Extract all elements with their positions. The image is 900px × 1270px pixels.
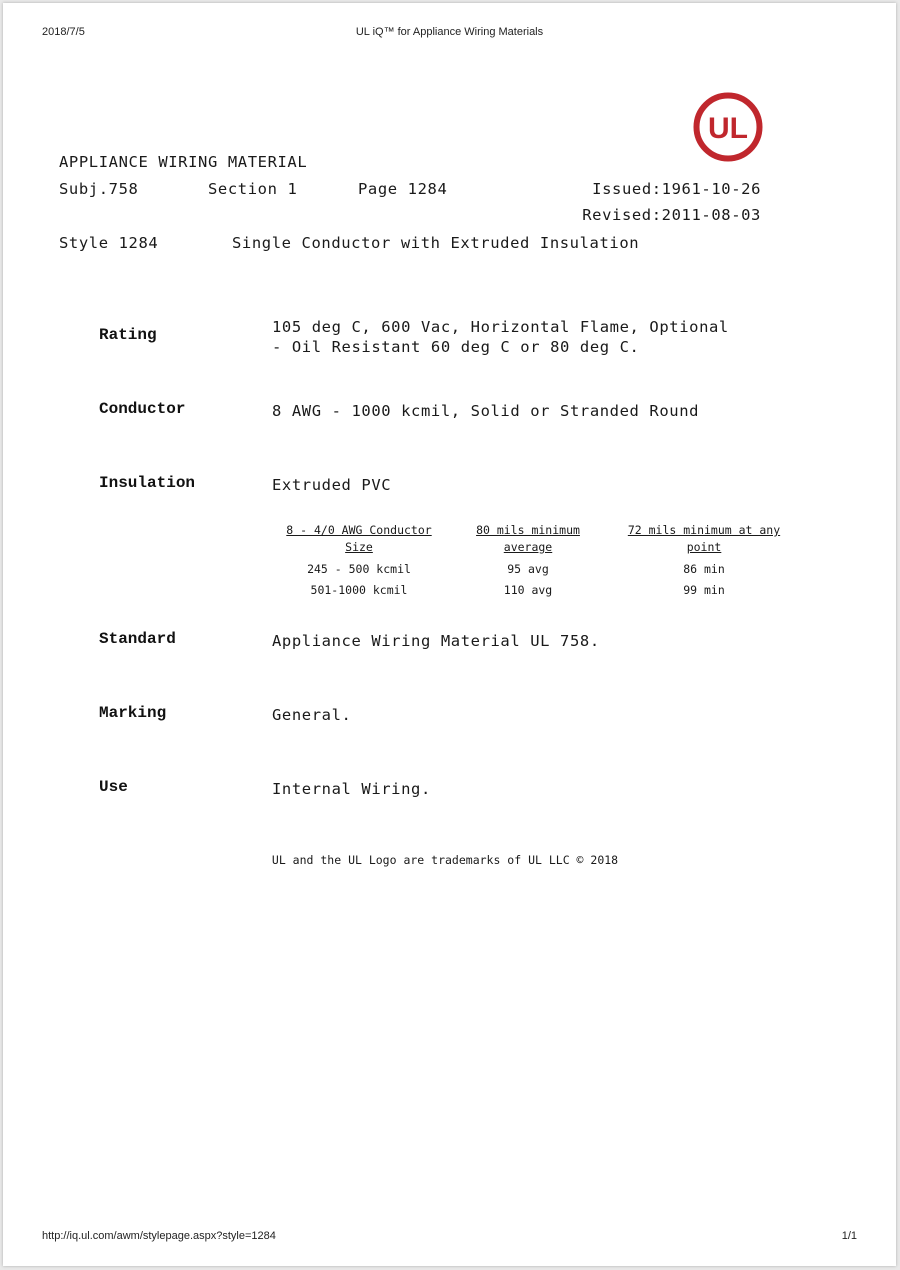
ul-logo-text: UL bbox=[708, 112, 748, 145]
table-header-line: point bbox=[686, 540, 722, 554]
doc-issued: Issued:1961-10-26 bbox=[592, 180, 761, 198]
table-header-point bbox=[613, 522, 795, 556]
doc-style-desc: Single Conductor with Extruded Insulation bbox=[232, 234, 640, 252]
ul-logo bbox=[693, 92, 763, 162]
rating-label: Rating bbox=[99, 326, 157, 344]
insulation-label: Insulation bbox=[99, 474, 196, 492]
table-cell: 110 avg bbox=[503, 583, 553, 597]
doc-subject: Subj.758 bbox=[59, 180, 139, 198]
table-cell: 501-1000 kcmil bbox=[310, 583, 408, 597]
trademark-footer: UL and the UL Logo are trademarks of UL LLC © 2018 bbox=[271, 853, 619, 867]
standard-value: Appliance Wiring Material UL 758. bbox=[272, 632, 600, 650]
marking-label: Marking bbox=[99, 704, 167, 722]
rating-value-line1: 105 deg C, 600 Vac, Horizontal Flame, Optional bbox=[272, 318, 729, 336]
table-header-line: Size bbox=[345, 540, 373, 554]
rating-value-line2: - Oil Resistant 60 deg C or 80 deg C. bbox=[272, 338, 640, 356]
doc-style: Style 1284 bbox=[59, 234, 159, 252]
marking-value: General. bbox=[272, 706, 352, 724]
use-value: Internal Wiring. bbox=[272, 780, 431, 798]
table-header-line: average bbox=[503, 540, 553, 554]
table-header-average bbox=[465, 522, 591, 556]
doc-page: Page 1284 bbox=[358, 180, 448, 198]
table-header-line: 80 mils minimum bbox=[476, 523, 580, 537]
conductor-value: 8 AWG - 1000 kcmil, Solid or Stranded Round bbox=[272, 402, 700, 420]
table-cell: 95 avg bbox=[507, 562, 549, 576]
table-cell: 99 min bbox=[683, 583, 725, 597]
table-cell: 245 - 500 kcmil bbox=[307, 562, 411, 576]
print-date: 2018/7/5 bbox=[42, 26, 85, 38]
doc-section: Section 1 bbox=[208, 180, 298, 198]
table-header-line: 8 - 4/0 AWG Conductor bbox=[286, 523, 432, 537]
document-page bbox=[3, 3, 896, 1266]
doc-heading: APPLIANCE WIRING MATERIAL bbox=[59, 153, 308, 171]
table-cell: 86 min bbox=[683, 562, 725, 576]
insulation-value: Extruded PVC bbox=[272, 476, 392, 494]
print-title: UL iQ™ for Appliance Wiring Materials bbox=[355, 26, 544, 38]
standard-label: Standard bbox=[99, 630, 176, 648]
conductor-label: Conductor bbox=[99, 400, 186, 418]
print-url[interactable]: http://iq.ul.com/awm/stylepage.aspx?style=1284 bbox=[42, 1230, 276, 1242]
doc-revised: Revised:2011-08-03 bbox=[582, 206, 761, 224]
table-header-size bbox=[273, 522, 445, 556]
table-header-line: 72 mils minimum at any bbox=[627, 523, 781, 537]
print-page-count: 1/1 bbox=[841, 1230, 857, 1242]
use-label: Use bbox=[99, 778, 128, 796]
